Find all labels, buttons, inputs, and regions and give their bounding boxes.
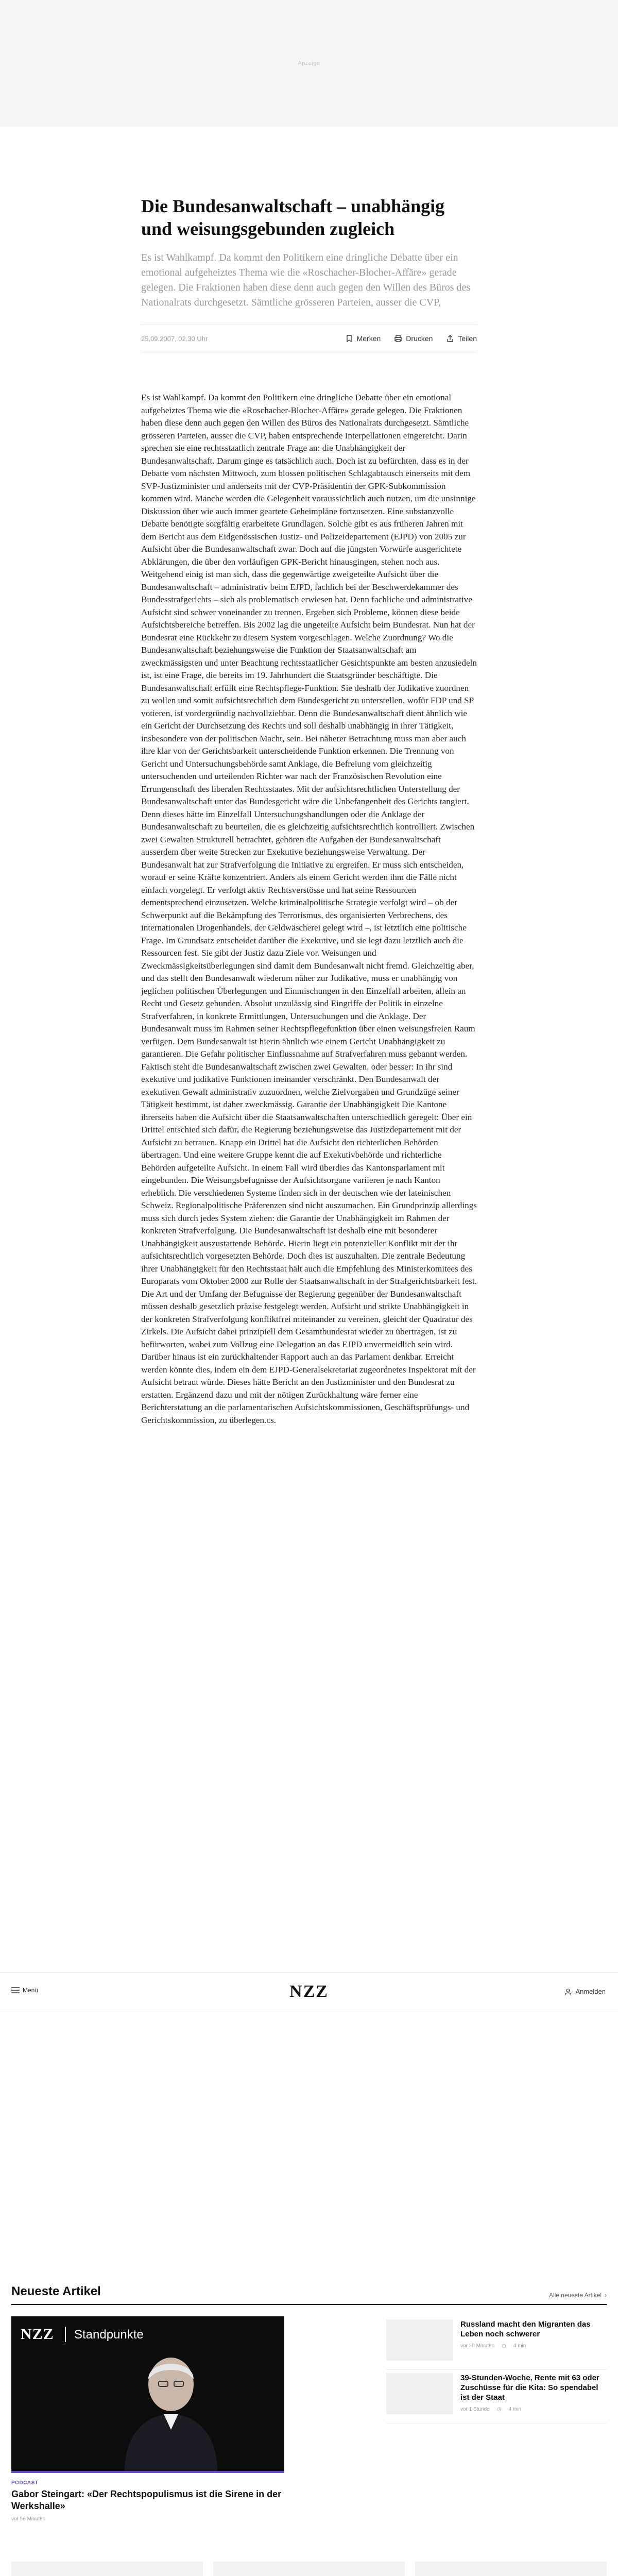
side-teaser-time: vor 30 Minuten: [460, 2343, 495, 2349]
article: [141, 195, 477, 1427]
clock-icon: ◷: [496, 2406, 502, 2412]
side-teaser-meta: [460, 2406, 607, 2412]
nzz-logo[interactable]: NZZ: [289, 1982, 329, 2001]
bookmark-icon: [345, 334, 353, 343]
chevron-right-icon: ›: [605, 2292, 607, 2299]
article-meta-bar: [141, 325, 477, 352]
side-teaser[interactable]: [386, 2316, 607, 2370]
hero-subbrand: Standpunkte: [74, 2328, 144, 2342]
all-latest-link[interactable]: [549, 2292, 607, 2299]
side-teaser-image: [386, 2373, 453, 2414]
hero-meta: [11, 2516, 284, 2522]
bookmark-label: Merken: [356, 334, 381, 343]
hero-time: vor 56 Minuten: [11, 2516, 46, 2522]
side-teaser-meta: [460, 2343, 607, 2349]
side-teaser-title: 39-Stunden-Woche, Rente mit 63 oder Zuschüsse für die Kita: So spendabel ist der Staat: [460, 2374, 599, 2402]
section-title: Neueste Artikel: [11, 2284, 101, 2298]
side-teaser-read: 4 min: [513, 2343, 526, 2349]
teaser-card[interactable]: [415, 2562, 607, 2576]
card-image: [415, 2562, 607, 2576]
article-body: Es ist Wahlkampf. Da kommt den Politikern eine dringliche Debatte über ein emotional aufgeheiztes Thema wie die «Roschacher-Blocher-Affäre» gerade gelegen. Die Fraktionen haben diese denn auch gegen den Willen des Büros des Nationalrats durchgesetzt. Sämtliche grösseren Parteien, ausser die CVP, haben entsprechende Interpellationen eingereicht. Darin sprechen sie eine rechtsstaatlich zentrale Frage an: die Unabhängigkeit der Bundesanwaltschaft. Darum ginge es tatsächlich auch. Doch ist zu befürchten, dass es in der Debatte vom nächsten Mittwoch, zum blossen politischen Schlagabtausch einerseits mit dem SVP-Justizminister und anderseits mit der CVP-Präsidentin der GPK-Subkommission kommen wird. Manche werden die Gelegenheit voraussichtlich auch nutzen, um die unsinnige Diskussion über wie auch immer geartete Geheimpläne fortzusetzen. Eine substanzvolle Debatte benötigte sorgfältig erarbeitete Grundlagen. Solche gibt es aus früheren Jahren mit dem Bericht aus dem Eidgenössischen Justiz- und Polizeidepartement (EJPD) von 2005 zur Aufsicht über die Bundesanwaltschaft zwar. Doch auf die jüngsten Vorwürfe ausgerichtete Abklärungen, die über den vorläufigen GPK-Bericht hinausgingen, stehen noch aus. Weitgehend einig ist man sich, dass die gegenwärtige zweigeteilte Aufsicht über die Bundesanwaltschaft – administrativ beim EJPD, fachlich bei der Beschwerdekammer des Bundesstrafgerichts – sich als problematisch erwiesen hat. Denn fachliche und administrative Aufsicht sind schwer voneinander zu trennen. Ergeben sich Probleme, können diese beide Aufsichtsbereiche betreffen. Bis 2002 lag die ungeteilte Aufsicht beim Bundesrat. Nun hat der Bundesrat eine Rückkehr zu diesem System vorgeschlagen. Welche Zuordnung? Wo die Bundesanwaltschaft beziehungsweise die Funktion der Staatsanwaltschaft am zweckmässigsten und unter Beachtung rechtsstaatlicher Gesichtspunkte am besten anzusiedeln ist, ist eine Frage, die bereits im 19. Jahrhundert die Staatsgründer beschäftigte. Die Bundesanwaltschaft erfüllt eine Rechtspflege-Funktion. Sie deshalb der Judikative zuordnen zu wollen und somit aufsichtsrechtlich dem Bundesgericht zu unterstellen, wofür FDP und SP votieren, ist vordergründig nachvollziehbar. Denn die Bundesanwaltschaft dient ähnlich wie ein Gericht der Durchsetzung des Rechts und soll deshalb unabhängig in ihrer Tätigkeit, insbesondere von der politischen Macht, sein. Bei näherer Betrachtung muss man aber auch ihre klar von der Gerichtsbarkeit unterscheidende Funktion erkennen. Die Trennung von Gericht und Untersuchungsbehörde samt Anklage, die Befreiung vom gleichzeitig untersuchenden und urteilenden Richter war nach der Französischen Revolution eine Errungenschaft des liberalen Rechtsstaates. Mit der aufsichtsrechtlichen Unterstellung der Bundesanwaltschaft unter das Bundesgericht wäre die Unbefangenheit des Gerichts tangiert. Denn dieses hätte im Einzelfall Untersuchungshandlungen oder die Anklage der Bundesanwaltschaft zu beurteilen, die es gleichzeitig aufsichtsrechtlich kontrolliert. Zwischen zwei Gewalten Strukturell betrachtet, gehören die Aufgaben der Bundesanwaltschaft ausserdem über weite Strecken zur Exekutive beziehungsweise Verwaltung. Der Bundesanwalt hat zur Strafverfolgung die Initiative zu ergreifen. Er muss sich entscheiden, worauf er seine Kräfte konzentriert. Anders als einem Gericht werden ihm die Fälle nicht einfach vorgelegt. Er verfolgt aktiv Rechtsverstösse und hat seine Ressourcen dementsprechend einzusetzen. Welche kriminalpolitische Strategie verfolgt wird – ob der Schwerpunkt auf die Bekämpfung des Terrorismus, des organisierten Verbrechens, des internationalen Drogenhandels, der Geldwäscherei gelegt wird –, ist letztlich eine politische Frage. Im Grundsatz entscheidet darüber die Exekutive, und sie legt dazu letztlich auch die Ressourcen fest. Sie gibt der Justiz dazu Ziele vor. Weisungen und Zweckmässigkeitsüberlegungen sind damit dem Bundesanwalt nicht fremd. Gleichzeitig aber, und das stellt den Bundesanwalt wiederum näher zur Judikative, muss er unabhängig von jeglichen politischen Überlegungen und Einmischungen in den Einzelfall arbeiten, allein an Recht und Gesetz gebunden. Absolut unzulässig sind Eingriffe der Politik in einzelne Strafverfahren, in konkrete Ermittlungen, Untersuchungen und die Anklage. Der Bundesanwalt muss im Rahmen seiner Rechtspflegefunktion über einen weisungsfreien Raum verfügen. Dem Bundesanwalt ist hierin ähnlich wie einem Gericht Unabhängigkeit zu garantieren. Die Gefahr politischer Einflussnahme auf Strafverfahren muss gebannt werden. Faktisch steht die Bundesanwaltschaft zwischen zwei Gewalten, oder besser: In ihr sind exekutive und judikative Funktionen ineinander verschränkt. Den Bundesanwalt der exekutiven Gewalt administrativ zuzuordnen, welche Zielvorgaben und Grundzüge seiner Tätigkeit bestimmt, ist daher zweckmässig. Garantie der Unabhängigkeit Die Kantone ihrerseits haben die Aufsicht über die Staatsanwaltschaften unterschiedlich geregelt: Über ein Drittel entschied sich dafür, die Regierung beziehungsweise das Justizdepartement mit der Aufsicht zu betrauen. Knapp ein Drittel hat die Aufsicht den richterlichen Behörden übertragen. Und eine weitere Gruppe kennt die auf Exekutivbehörde und richterliche Behörden aufgeteilte Aufsicht. In einem Fall wird überdies das Kantonsparlament mit eingebunden. Die Weisungsbefugnisse der Aufsichtsorgane variieren je nach Kanton erheblich. Die verschiedenen Systeme finden sich in der deutschen wie der lateinischen Schweiz. Regionalpolitische Präferenzen sind nicht auszumachen. Ein Grundprinzip allerdings muss sich durch jedes System ziehen: die Garantie der Unabhängigkeit im Rahmen der konkreten Strafverfolgung. Die Bundesanwaltschaft ist deshalb eine mit besonderer Unabhängigkeit auszustattende Behörde. Hierin liegt ein potenzieller Konflikt mit der ihr aufsichtsrechtlich vorgesetzten Behörde. Doch dies ist auszuhalten. Die zentrale Bedeutung ihrer Unabhängigkeit für den Rechtsstaat hält auch die Empfehlung des Ministerkomitees des Europarats vom Oktober 2000 zur Rolle der Staatsanwaltschaft in der Strafgerichtsbarkeit fest. Die Art und der Umfang der Befugnisse der Regierung gegenüber der Bundesanwaltschaft müssen deshalb gesetzlich präzise festgelegt werden. Aufsicht und strikte Unabhängigkeit in der konkreten Strafverfolgung konfliktfrei miteinander zu vereinen, gleicht der Quadratur des Zirkels. Die Aufsicht dabei prinzipiell dem Gesamtbundesrat wieder zu übertragen, ist zu befürworten, wobei zum Vollzug eine Delegation an das EJPD unvermeidlich sein wird. Darüber hinaus ist ein zurückhaltender Rapport auch an das Parlament denkbar. Erreicht werden könnte dies, indem ein dem EJPD-Generalsekretariat zugeordnetes Inspektorat mit der Aufsicht betraut würde. Dieses hätte Bericht an den Justizminister und den Bundesrat zu erstatten. Ergänzend dazu und mit der nötigen Zurückhaltung wäre ferner eine Berichterstattung an die parlamentarischen Aufsichtskommissionen, Geschäftsprüfungs- und Gerichtskommission, zu überlegen.cs.: [141, 393, 477, 1425]
clock-icon: ◷: [502, 2343, 506, 2349]
article-actions: [345, 334, 477, 343]
teaser-card[interactable]: [11, 2562, 203, 2576]
card-image: [213, 2562, 405, 2576]
hero-kicker: PODCAST: [11, 2480, 39, 2486]
hero-brand: NZZ: [21, 2326, 54, 2343]
portrait-illustration: [119, 2348, 222, 2471]
card-image: [11, 2562, 203, 2576]
article-lead: Es ist Wahlkampf. Da kommt den Politikern eine dringliche Debatte über ein emotional aufgeheiztes Thema wie die «Roschacher-Blocher-Affäre» gerade gelegen. Die Fraktionen haben diese denn auch gegen den Willen des Büros des Nationalrats durchgesetzt. Sämtliche grösseren Parteien, ausser die CVP,: [141, 252, 471, 308]
latest-section-head: [11, 2284, 607, 2305]
print-button[interactable]: [394, 334, 433, 343]
share-label: Teilen: [458, 334, 477, 343]
hero-title: Gabor Steingart: «Der Rechtspopulismus ist die Sirene in der Werkshalle»: [11, 2489, 282, 2511]
login-button[interactable]: [564, 1988, 606, 1995]
user-icon: [564, 1988, 572, 1995]
hero-divider: [65, 2327, 66, 2342]
teaser-cards: [11, 2562, 607, 2576]
article-title: Die Bundesanwaltschaft – unabhängig und weisungsgebunden zugleich: [141, 196, 445, 239]
side-teaser-time: vor 1 Stunde: [460, 2406, 490, 2412]
print-label: Drucken: [406, 334, 433, 343]
hero-image: [11, 2316, 284, 2471]
ad-label: Anzeige: [298, 60, 320, 66]
article-date: 25.09.2007, 02.30 Uhr: [141, 334, 208, 343]
menu-label: Menü: [23, 1987, 39, 1994]
print-icon: [394, 334, 402, 343]
hero-teaser[interactable]: [11, 2316, 284, 2522]
side-teaser[interactable]: [386, 2370, 607, 2424]
share-icon: [446, 334, 454, 343]
side-teaser-read: 4 min: [508, 2406, 521, 2412]
login-label: Anmelden: [575, 1988, 606, 1995]
side-teaser-image: [386, 2319, 453, 2361]
all-latest-label: Alle neueste Artikel: [548, 2292, 602, 2299]
side-teaser-title: Russland macht den Migranten das Leben noch schwerer: [460, 2320, 591, 2338]
top-ad-banner: [0, 0, 618, 127]
share-button[interactable]: [446, 334, 477, 343]
bookmark-button[interactable]: [345, 334, 381, 343]
site-header: [0, 1972, 618, 2011]
teaser-card[interactable]: [213, 2562, 405, 2576]
hero-accent-bar: [11, 2471, 284, 2473]
side-teaser-list: [386, 2316, 607, 2424]
latest-articles-section: [11, 2284, 607, 2576]
